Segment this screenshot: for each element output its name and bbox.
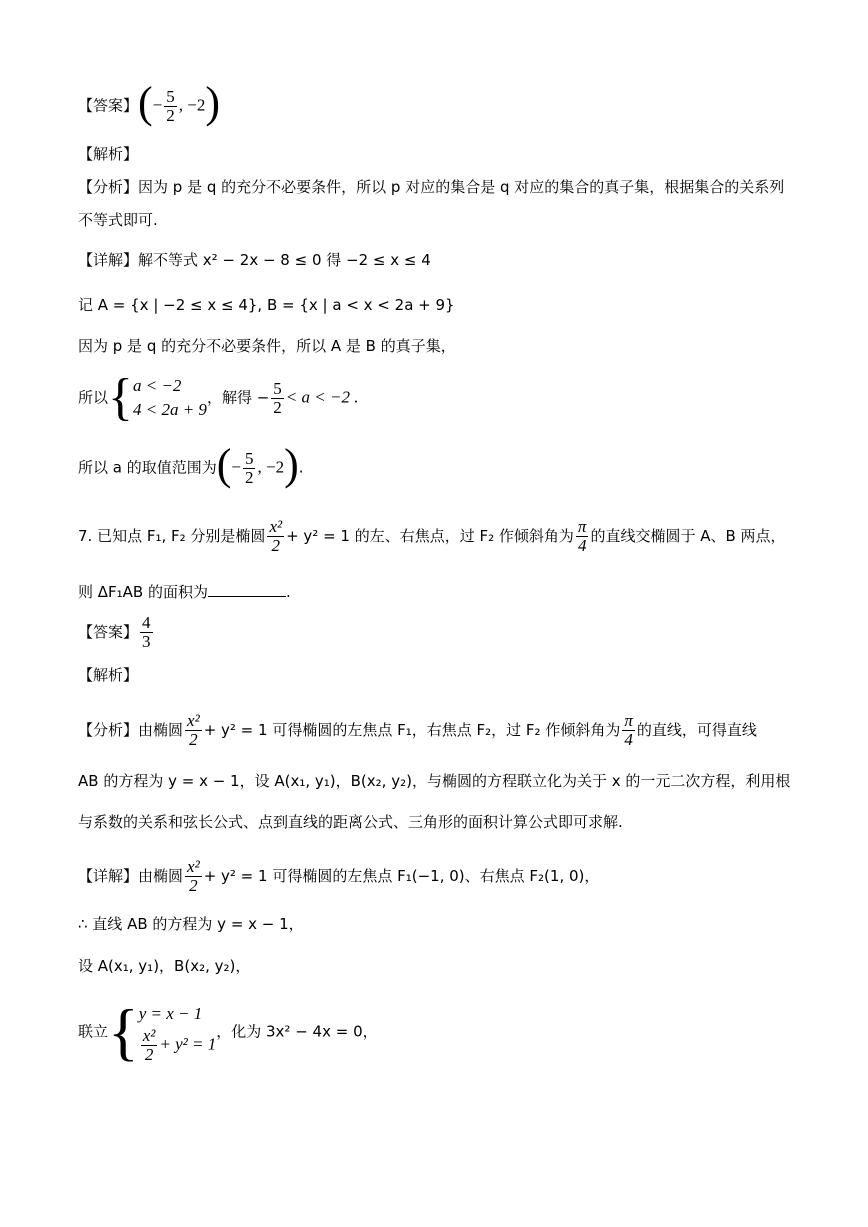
fenxi-line-q7-2: AB 的方程为 y = x − 1，设 A(x₁, y₁)，B(x₂, y₂)，与椭圆的方程联立化为关于 x 的一元二次方程，利用根 bbox=[78, 772, 791, 790]
xiangjie-tag: 【详解】 bbox=[78, 251, 139, 269]
answer-fraction-q7: $\frac{4}{3}$ bbox=[142, 613, 151, 651]
sets-line: 记 A = {x | −2 ≤ x ≤ 4}, B = {x | a < x < 2a + 9} bbox=[78, 296, 455, 314]
fenxi-line-1 bbox=[78, 176, 784, 198]
answer-line-q6: 【答案】(− $\frac{5}{2}$ , −2) bbox=[78, 78, 221, 127]
xiangjie-line-q7: 【详解】由椭圆 $\frac{\text{x²}}{2}$ + y² = 1 可得椭圆的左焦点 F₁(−1, 0)、右焦点 F₂(1, 0)， bbox=[78, 857, 600, 895]
xiangjie-line bbox=[78, 249, 431, 271]
lianli-line: 联立{ y = x − 1 $\frac{\text{x²}}{2}$ + y² = 1 ，化为 3x² − 4x = 0， bbox=[78, 996, 378, 1067]
fenxi-line-q7-3: 与系数的关系和弦长公式、点到直线的距离公式、三角形的面积计算公式即可求解. bbox=[78, 813, 623, 831]
line-ab: ∴ 直线 AB 的方程为 y = x − 1， bbox=[78, 915, 304, 933]
fenxi-tag: 【分析】 bbox=[78, 178, 139, 196]
fenxi-line-2: 不等式即可. bbox=[78, 211, 158, 229]
xiangjie-text: 解不等式 x² − 2x − 8 ≤ 0 得 −2 ≤ x ≤ 4 bbox=[138, 251, 431, 269]
jiede-label: ，解得 − bbox=[206, 388, 270, 407]
fenxi-text-1: 因为 p 是 q 的充分不必要条件，所以 p 对应的集合是 q 对应的集合的真子集，根据集合的关系列 bbox=[138, 178, 785, 196]
answer-tag: 【答案】 bbox=[78, 623, 139, 641]
lianli-system: y = x − 1 $\frac{\text{x²}}{2}$ + y² = 1 bbox=[138, 1003, 217, 1064]
answer-rest: , −2 bbox=[178, 95, 206, 115]
answer-minus: − bbox=[152, 95, 163, 115]
because-line: 因为 p 是 q 的充分不必要条件，所以 A 是 B 的真子集， bbox=[78, 337, 456, 355]
fenxi-line-q7-1: 【分析】由椭圆 $\frac{\text{x²}}{2}$ + y² = 1 可得椭圆的左焦点 F₁，右焦点 F₂，过 F₂ 作倾斜角为 $\frac{\pi}{4}$ 的直线，可得直线 bbox=[78, 711, 757, 749]
system-line-q6: 所以{ a < −2 4 < 2a + 9 ，解得 − $\frac{5}{2}$ < a < −2 . bbox=[78, 369, 359, 426]
question-7-stem: 7. 已知点 F₁, F₂ 分别是椭圆 $\frac{\text{x²}}{2}$ + y² = 1 的左、右焦点，过 F₂ 作倾斜角为 $\frac{\pi}{4}$ 的直线交椭圆于 A、B 两点， bbox=[78, 517, 786, 555]
answer-fraction: $\frac{5}{2}$ bbox=[166, 86, 175, 125]
answer-line-q7 bbox=[78, 614, 155, 651]
range-line: 所以 a 的取值范围为(− $\frac{5}{2}$ , −2). bbox=[78, 440, 304, 489]
line-set-points: 设 A(x₁, y₁)，B(x₂, y₂)， bbox=[78, 957, 251, 975]
inequality-system: a < −2 4 < 2a + 9 bbox=[132, 376, 207, 419]
analysis-heading-q7: 【解析】 bbox=[78, 666, 139, 684]
suoyi-label: 所以 bbox=[78, 388, 109, 407]
answer-tag: 【答案】 bbox=[78, 96, 139, 115]
analysis-heading: 【解析】 bbox=[78, 145, 139, 163]
question-7-line-2: 则 ΔF₁AB 的面积为 . bbox=[78, 580, 291, 603]
answer-blank bbox=[208, 580, 286, 597]
